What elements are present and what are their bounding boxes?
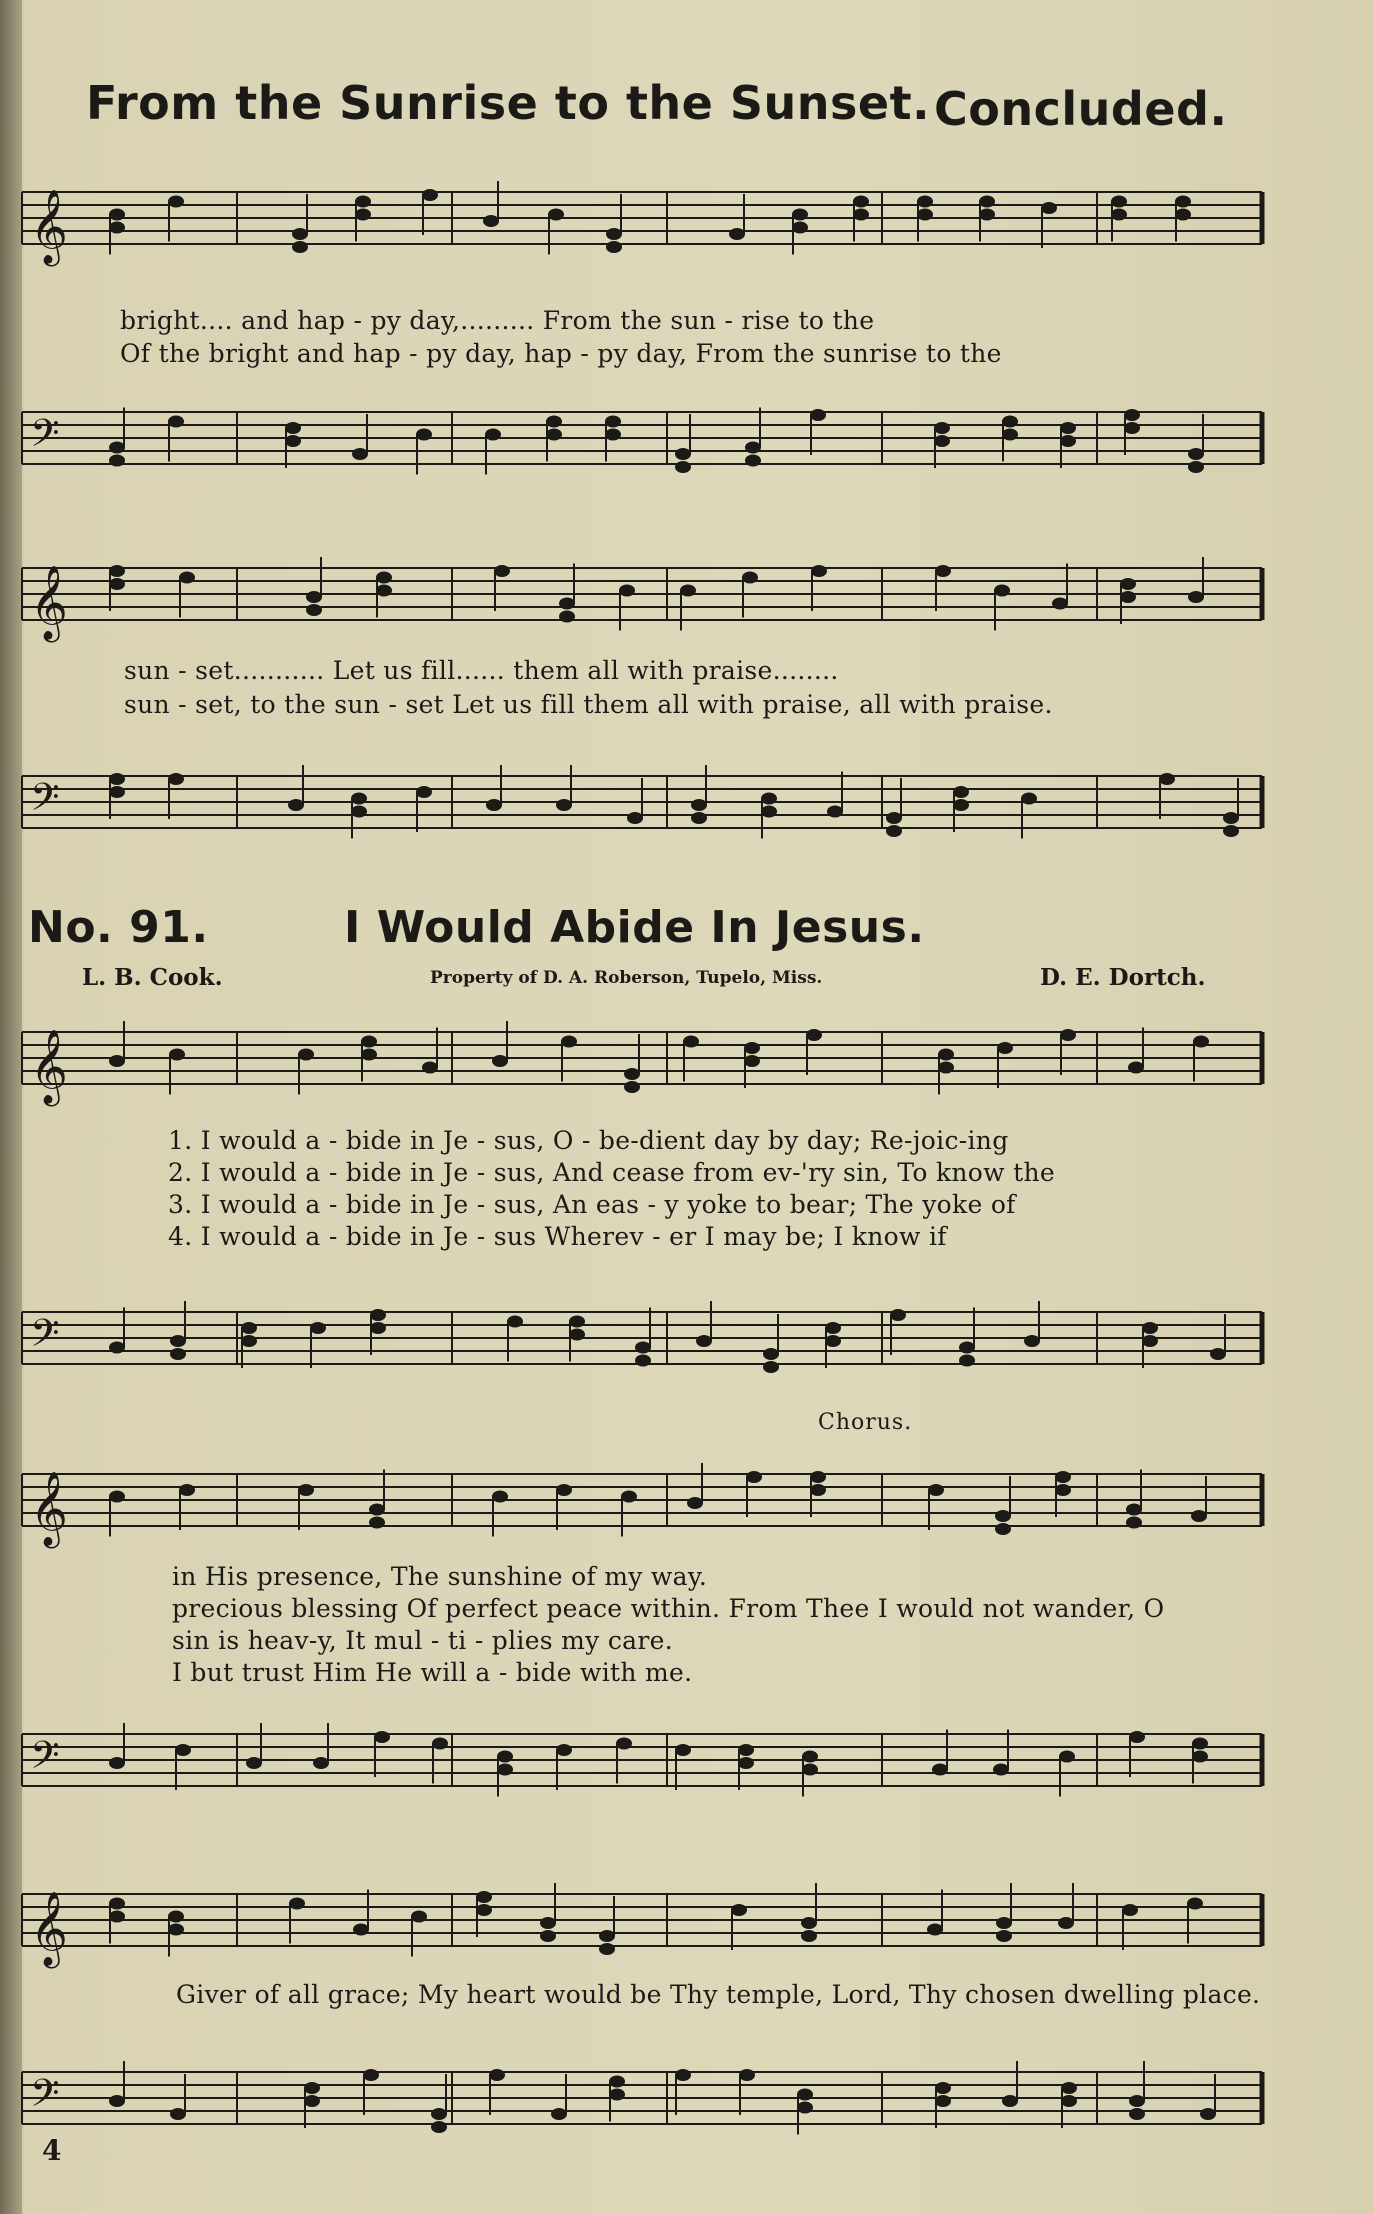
- note-head: [1058, 1917, 1074, 1929]
- note-head: [179, 572, 195, 584]
- note-head: [953, 799, 969, 811]
- note-head: [476, 1891, 492, 1903]
- note-head: [416, 429, 432, 441]
- verse-line: sin is heav-y, It mul - ti - plies my care.: [172, 1626, 673, 1655]
- bass-clef-icon: 𝄢: [30, 1310, 60, 1365]
- note-head: [169, 1049, 185, 1061]
- note-head: [1188, 591, 1204, 603]
- note-head: [352, 448, 368, 460]
- note-head: [605, 429, 621, 441]
- note-head: [1061, 2095, 1077, 2107]
- page-number: 4: [42, 2134, 62, 2167]
- note-head: [1142, 1335, 1158, 1347]
- note-head: [551, 2108, 567, 2120]
- note-head: [304, 2095, 320, 2107]
- note-head: [109, 565, 125, 577]
- note-head: [431, 2108, 447, 2120]
- note-head: [1122, 1904, 1138, 1916]
- note-head: [370, 1309, 386, 1321]
- verse-line: 3. I would a - bide in Je - sus, An eas - y yoke to bear; The yoke of: [168, 1190, 1016, 1219]
- note-head: [802, 1764, 818, 1776]
- note-head: [497, 1751, 513, 1763]
- note-head: [797, 2089, 813, 2101]
- note-head: [825, 1322, 841, 1334]
- note-head: [792, 222, 808, 234]
- book-gutter: [0, 0, 22, 2214]
- hymn-91-number: No. 91.: [28, 902, 209, 953]
- note-head: [351, 806, 367, 818]
- note-head: [886, 825, 902, 837]
- note-head: [109, 578, 125, 590]
- note-head: [559, 598, 575, 610]
- note-head: [932, 1764, 948, 1776]
- note-head: [801, 1930, 817, 1942]
- note-head: [1192, 1738, 1208, 1750]
- note-head: [556, 1744, 572, 1756]
- note-head: [376, 585, 392, 597]
- bass-clef-icon: 𝄢: [30, 774, 60, 829]
- note-head: [1124, 409, 1140, 421]
- note-head: [1041, 202, 1057, 214]
- note-head: [1055, 1484, 1071, 1496]
- note-head: [1188, 461, 1204, 473]
- note-head: [168, 1924, 184, 1936]
- note-head: [993, 1764, 1009, 1776]
- note-head: [109, 455, 125, 467]
- note-head: [109, 209, 125, 221]
- note-head: [744, 1042, 760, 1054]
- note-head: [374, 1731, 390, 1743]
- note-head: [569, 1316, 585, 1328]
- composer-credit: D. E. Dortch.: [1040, 964, 1206, 991]
- treble-clef-icon: 𝄞: [30, 1891, 68, 1966]
- note-head: [1002, 416, 1018, 428]
- treble-clef-icon: 𝄞: [30, 565, 68, 640]
- staff-treble-3: [22, 1020, 1282, 1104]
- note-head: [1126, 1517, 1142, 1529]
- note-head: [738, 1744, 754, 1756]
- bass-clef-icon: 𝄢: [30, 1732, 60, 1787]
- note-head: [432, 1738, 448, 1750]
- staff-treble-5: [22, 1882, 1282, 1966]
- note-head: [1175, 196, 1191, 208]
- note-head: [683, 1036, 699, 1048]
- note-head: [486, 799, 502, 811]
- note-head: [959, 1355, 975, 1367]
- note-head: [1120, 591, 1136, 603]
- note-head: [241, 1322, 257, 1334]
- note-head: [890, 1309, 906, 1321]
- note-head: [422, 189, 438, 201]
- note-head: [1223, 812, 1239, 824]
- verse-line: in His presence, The sunshine of my way.: [172, 1562, 708, 1591]
- note-head: [548, 209, 564, 221]
- note-head: [691, 812, 707, 824]
- note-head: [1021, 793, 1037, 805]
- note-head: [606, 228, 622, 240]
- note-head: [170, 1335, 186, 1347]
- note-head: [995, 1523, 1011, 1535]
- note-head: [416, 786, 432, 798]
- treble-clef-icon: 𝄞: [30, 1471, 68, 1546]
- note-head: [802, 1751, 818, 1763]
- note-head: [292, 228, 308, 240]
- note-head: [556, 799, 572, 811]
- note-head: [761, 793, 777, 805]
- note-head: [494, 565, 510, 577]
- note-head: [627, 812, 643, 824]
- note-head: [624, 1081, 640, 1093]
- note-head: [546, 416, 562, 428]
- note-head: [729, 228, 745, 240]
- note-head: [1055, 1471, 1071, 1483]
- note-head: [806, 1029, 822, 1041]
- note-head: [411, 1911, 427, 1923]
- bass-clef-icon: 𝄢: [30, 410, 60, 465]
- note-head: [1129, 1731, 1145, 1743]
- note-head: [979, 209, 995, 221]
- staff-bass-2: [22, 764, 1282, 844]
- verse-line: I but trust Him He will a - bide with me.: [172, 1658, 693, 1687]
- note-head: [1111, 209, 1127, 221]
- note-head: [1002, 2095, 1018, 2107]
- staff-bass-4: [22, 1722, 1282, 1802]
- note-head: [109, 786, 125, 798]
- note-head: [1052, 598, 1068, 610]
- note-head: [298, 1484, 314, 1496]
- staff-bass-5: [22, 2060, 1282, 2140]
- chorus-label: Chorus.: [818, 1410, 913, 1435]
- note-head: [763, 1348, 779, 1360]
- note-head: [483, 215, 499, 227]
- lyric-line: bright.... and hap - py day,......... From the sun - rise to the: [120, 306, 875, 335]
- note-head: [886, 812, 902, 824]
- note-head: [355, 209, 371, 221]
- note-head: [353, 1924, 369, 1936]
- note-head: [170, 2108, 186, 2120]
- note-head: [745, 442, 761, 454]
- note-head: [507, 1316, 523, 1328]
- note-head: [109, 442, 125, 454]
- note-head: [609, 2076, 625, 2088]
- note-head: [994, 585, 1010, 597]
- note-head: [739, 2069, 755, 2081]
- note-head: [1200, 2108, 1216, 2120]
- note-head: [1175, 209, 1191, 221]
- note-head: [691, 799, 707, 811]
- note-head: [168, 196, 184, 208]
- note-head: [797, 2102, 813, 2114]
- hymn-91-title: I Would Abide In Jesus.: [344, 902, 925, 953]
- note-head: [485, 429, 501, 441]
- note-head: [675, 461, 691, 473]
- note-head: [934, 422, 950, 434]
- note-head: [1059, 1751, 1075, 1763]
- staff-treble-4: [22, 1462, 1282, 1546]
- lyric-line: sun - set, to the sun - set Let us fill them all with praise, all with praise.: [124, 690, 1053, 719]
- note-head: [917, 196, 933, 208]
- note-head: [825, 1335, 841, 1347]
- note-head: [599, 1943, 615, 1955]
- note-head: [763, 1361, 779, 1373]
- note-head: [246, 1757, 262, 1769]
- lyric-line: sun - set........... Let us fill...... them all with praise........: [124, 656, 839, 685]
- note-head: [168, 1911, 184, 1923]
- note-head: [109, 222, 125, 234]
- treble-clef-icon: 𝄞: [30, 189, 68, 264]
- note-head: [304, 2082, 320, 2094]
- note-head: [1126, 1504, 1142, 1516]
- note-head: [810, 1484, 826, 1496]
- concluded-label: Concluded.: [934, 82, 1228, 136]
- note-head: [624, 1068, 640, 1080]
- note-head: [680, 585, 696, 597]
- note-head: [288, 799, 304, 811]
- note-head: [109, 1342, 125, 1354]
- note-head: [609, 2089, 625, 2101]
- note-head: [351, 793, 367, 805]
- note-head: [179, 1484, 195, 1496]
- note-head: [310, 1322, 326, 1334]
- note-head: [635, 1355, 651, 1367]
- note-head: [285, 435, 301, 447]
- note-head: [811, 565, 827, 577]
- note-head: [370, 1322, 386, 1334]
- note-head: [361, 1036, 377, 1048]
- note-head: [853, 209, 869, 221]
- note-head: [1061, 2082, 1077, 2094]
- note-head: [561, 1036, 577, 1048]
- note-head: [363, 2069, 379, 2081]
- note-head: [853, 196, 869, 208]
- note-head: [635, 1342, 651, 1354]
- note-head: [306, 591, 322, 603]
- staff-bass-1: [22, 400, 1282, 480]
- hymn-90-title: From the Sunrise to the Sunset.: [86, 76, 931, 130]
- note-head: [497, 1764, 513, 1776]
- note-head: [355, 196, 371, 208]
- note-head: [285, 422, 301, 434]
- note-head: [289, 1898, 305, 1910]
- note-head: [1223, 825, 1239, 837]
- note-head: [569, 1329, 585, 1341]
- note-head: [619, 585, 635, 597]
- note-head: [1191, 1510, 1207, 1522]
- property-credit: Property of D. A. Roberson, Tupelo, Miss.: [430, 968, 823, 988]
- note-head: [616, 1738, 632, 1750]
- note-head: [1129, 2108, 1145, 2120]
- note-head: [1129, 2095, 1145, 2107]
- author-credit: L. B. Cook.: [82, 964, 223, 991]
- note-head: [995, 1510, 1011, 1522]
- note-head: [675, 448, 691, 460]
- verse-line: 2. I would a - bide in Je - sus, And cease from ev-'ry sin, To know the: [168, 1158, 1055, 1187]
- note-head: [170, 1348, 186, 1360]
- note-head: [369, 1517, 385, 1529]
- note-head: [935, 565, 951, 577]
- note-head: [376, 572, 392, 584]
- note-head: [1060, 1029, 1076, 1041]
- note-head: [1024, 1335, 1040, 1347]
- note-head: [810, 409, 826, 421]
- note-head: [606, 241, 622, 253]
- staff-treble-2: [22, 556, 1282, 640]
- note-head: [489, 2069, 505, 2081]
- note-head: [1128, 1062, 1144, 1074]
- note-head: [1192, 1751, 1208, 1763]
- note-head: [935, 2082, 951, 2094]
- note-head: [540, 1930, 556, 1942]
- note-head: [675, 2069, 691, 2081]
- verse-line: 4. I would a - bide in Je - sus Wherev - er I may be; I know if: [168, 1222, 947, 1251]
- note-head: [801, 1917, 817, 1929]
- verse-line: 1. I would a - bide in Je - sus, O - be-dient day by day; Re-joic-ing: [168, 1126, 1009, 1155]
- note-head: [997, 1042, 1013, 1054]
- note-head: [935, 2095, 951, 2107]
- note-head: [1120, 578, 1136, 590]
- note-head: [1193, 1036, 1209, 1048]
- note-head: [731, 1904, 747, 1916]
- note-head: [313, 1757, 329, 1769]
- note-head: [476, 1904, 492, 1916]
- note-head: [540, 1917, 556, 1929]
- note-head: [109, 1491, 125, 1503]
- note-head: [917, 209, 933, 221]
- note-head: [492, 1055, 508, 1067]
- note-head: [1111, 196, 1127, 208]
- note-head: [745, 455, 761, 467]
- note-head: [827, 806, 843, 818]
- note-head: [369, 1504, 385, 1516]
- lyric-line: Of the bright and hap - py day, hap - py day, From the sunrise to the: [120, 339, 1002, 368]
- note-head: [621, 1491, 637, 1503]
- note-head: [938, 1062, 954, 1074]
- note-head: [109, 1757, 125, 1769]
- note-head: [746, 1471, 762, 1483]
- note-head: [1187, 1898, 1203, 1910]
- note-head: [1159, 773, 1175, 785]
- note-head: [1188, 448, 1204, 460]
- note-head: [605, 416, 621, 428]
- note-head: [792, 209, 808, 221]
- note-head: [744, 1055, 760, 1067]
- note-head: [556, 1484, 572, 1496]
- note-head: [109, 1055, 125, 1067]
- note-head: [675, 1744, 691, 1756]
- note-head: [546, 429, 562, 441]
- note-head: [927, 1924, 943, 1936]
- note-head: [1210, 1348, 1226, 1360]
- note-head: [687, 1497, 703, 1509]
- verse-line: precious blessing Of perfect peace within. From Thee I would not wander, O: [172, 1594, 1165, 1623]
- staff-bass-3: [22, 1300, 1282, 1380]
- note-head: [175, 1744, 191, 1756]
- treble-clef-icon: 𝄞: [30, 1029, 68, 1104]
- note-head: [306, 604, 322, 616]
- note-head: [109, 1898, 125, 1910]
- note-head: [810, 1471, 826, 1483]
- note-head: [996, 1917, 1012, 1929]
- lyric-line: Giver of all grace; My heart would be Thy temple, Lord, Thy chosen dwelling place.: [176, 1980, 1261, 2009]
- note-head: [934, 435, 950, 447]
- note-head: [431, 2121, 447, 2133]
- note-head: [168, 773, 184, 785]
- note-head: [979, 196, 995, 208]
- note-head: [1060, 422, 1076, 434]
- note-head: [928, 1484, 944, 1496]
- note-head: [1124, 422, 1140, 434]
- note-head: [959, 1342, 975, 1354]
- note-head: [742, 572, 758, 584]
- note-head: [996, 1930, 1012, 1942]
- note-head: [1142, 1322, 1158, 1334]
- staff-treble-1: [22, 180, 1282, 264]
- note-head: [559, 611, 575, 623]
- note-head: [761, 806, 777, 818]
- note-head: [361, 1049, 377, 1061]
- note-head: [298, 1049, 314, 1061]
- note-head: [422, 1062, 438, 1074]
- note-head: [1060, 435, 1076, 447]
- note-head: [241, 1335, 257, 1347]
- bass-clef-icon: 𝄢: [30, 2070, 60, 2125]
- note-head: [738, 1757, 754, 1769]
- note-head: [696, 1335, 712, 1347]
- note-head: [292, 241, 308, 253]
- note-head: [109, 1911, 125, 1923]
- note-head: [1002, 429, 1018, 441]
- note-head: [938, 1049, 954, 1061]
- note-head: [953, 786, 969, 798]
- note-head: [492, 1491, 508, 1503]
- note-head: [109, 2095, 125, 2107]
- note-head: [599, 1930, 615, 1942]
- note-head: [168, 416, 184, 428]
- note-head: [109, 773, 125, 785]
